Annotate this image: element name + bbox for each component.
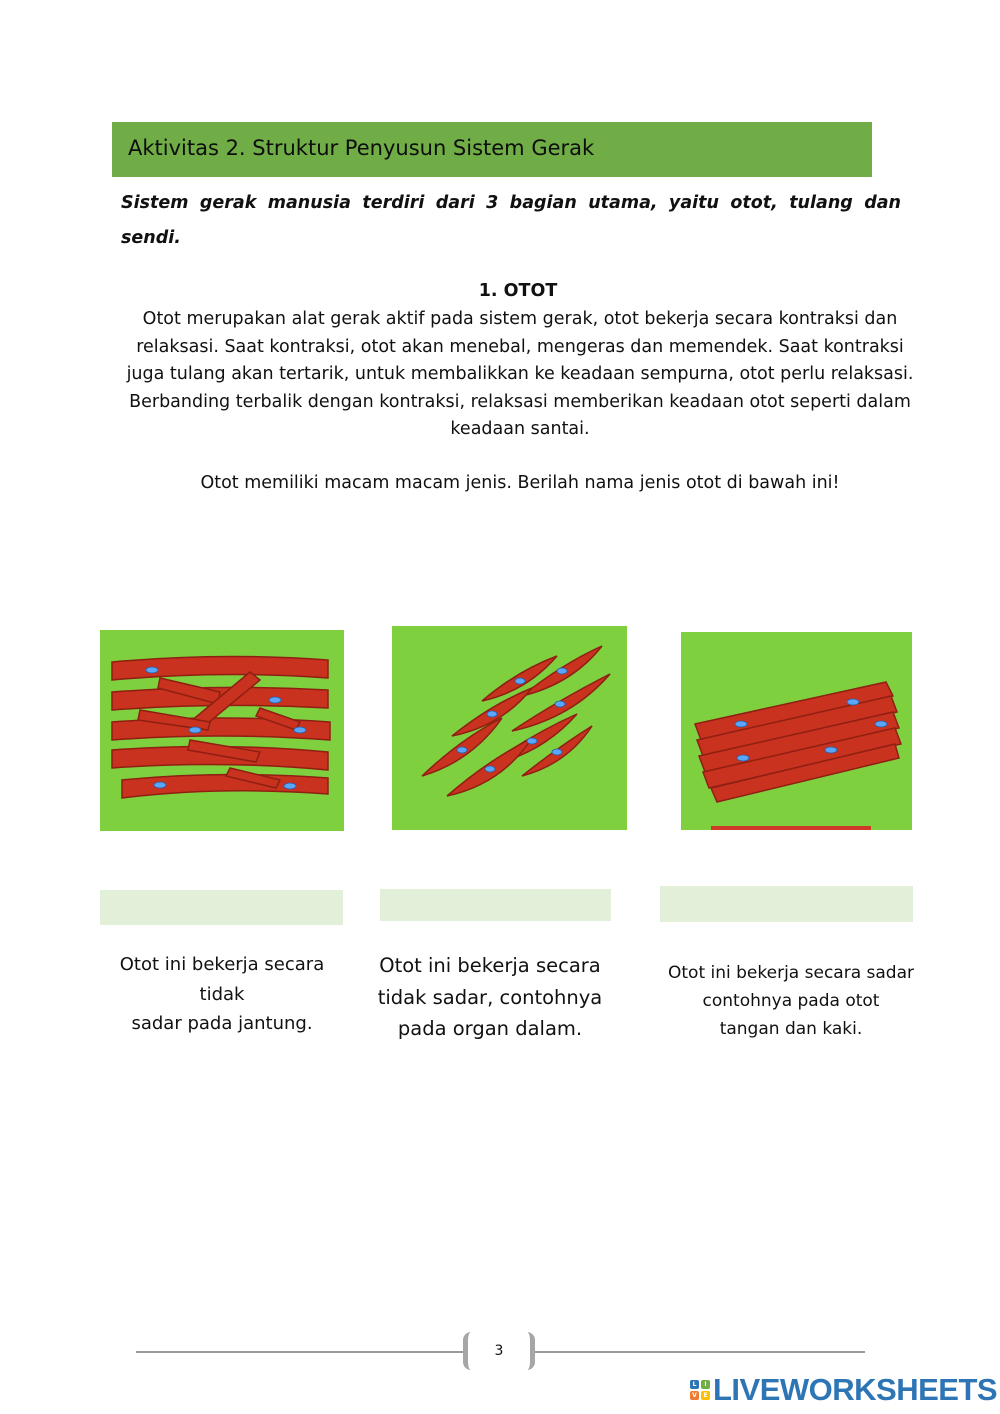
muscle-description-1: Otot ini bekerja secara tidak sadar pada jantung. — [119, 954, 325, 1034]
skeletal-muscle-illustration — [681, 632, 912, 830]
cardiac-muscle-illustration — [100, 630, 344, 831]
footer-divider-left — [136, 1351, 463, 1353]
liveworksheets-logo — [690, 1372, 997, 1408]
answer-input-2[interactable] — [380, 889, 611, 921]
page-number: 3 — [463, 1332, 535, 1370]
brand-grid-icon: L I V E — [690, 1380, 710, 1400]
answer-input-1[interactable] — [100, 890, 343, 925]
brand-name: LIVEWORKSHEETS — [713, 1372, 998, 1407]
intro-text: Sistem gerak manusia terdiri dari 3 bagian utama, yaitu otot, tulang dan sendi. — [121, 193, 901, 248]
muscle-description-3: Otot ini bekerja secara sadar contohnya pada otot tangan dan kaki. — [668, 963, 914, 1039]
section-body: Otot merupakan alat gerak aktif pada sistem gerak, otot bekerja secara kontraksi dan relaksasi. Saat kontraksi, otot akan menebal, mengeras dan memendek. Saat kontraksi juga tulang akan tertarik, untuk membalikkan ke keadaan sempurna, otot perlu relaksasi. Berbanding terbalik dengan kontraksi, relaksasi memberikan keadaan otot seperti dalam keadaan santai. — [126, 309, 914, 440]
answer-input-3[interactable] — [660, 886, 913, 922]
muscle-description-2: Otot ini bekerja secara tidak sadar, contohnya pada organ dalam. — [377, 954, 603, 1040]
smooth-muscle-illustration — [392, 626, 627, 830]
section-title: 1. OTOT — [478, 281, 558, 301]
page-title: Aktivitas 2. Struktur Penyusun Sistem Gerak — [128, 136, 595, 160]
footer-divider-right — [535, 1351, 865, 1353]
instruction-text: Otot memiliki macam macam jenis. Berilah nama jenis otot di bawah ini! — [200, 473, 840, 493]
